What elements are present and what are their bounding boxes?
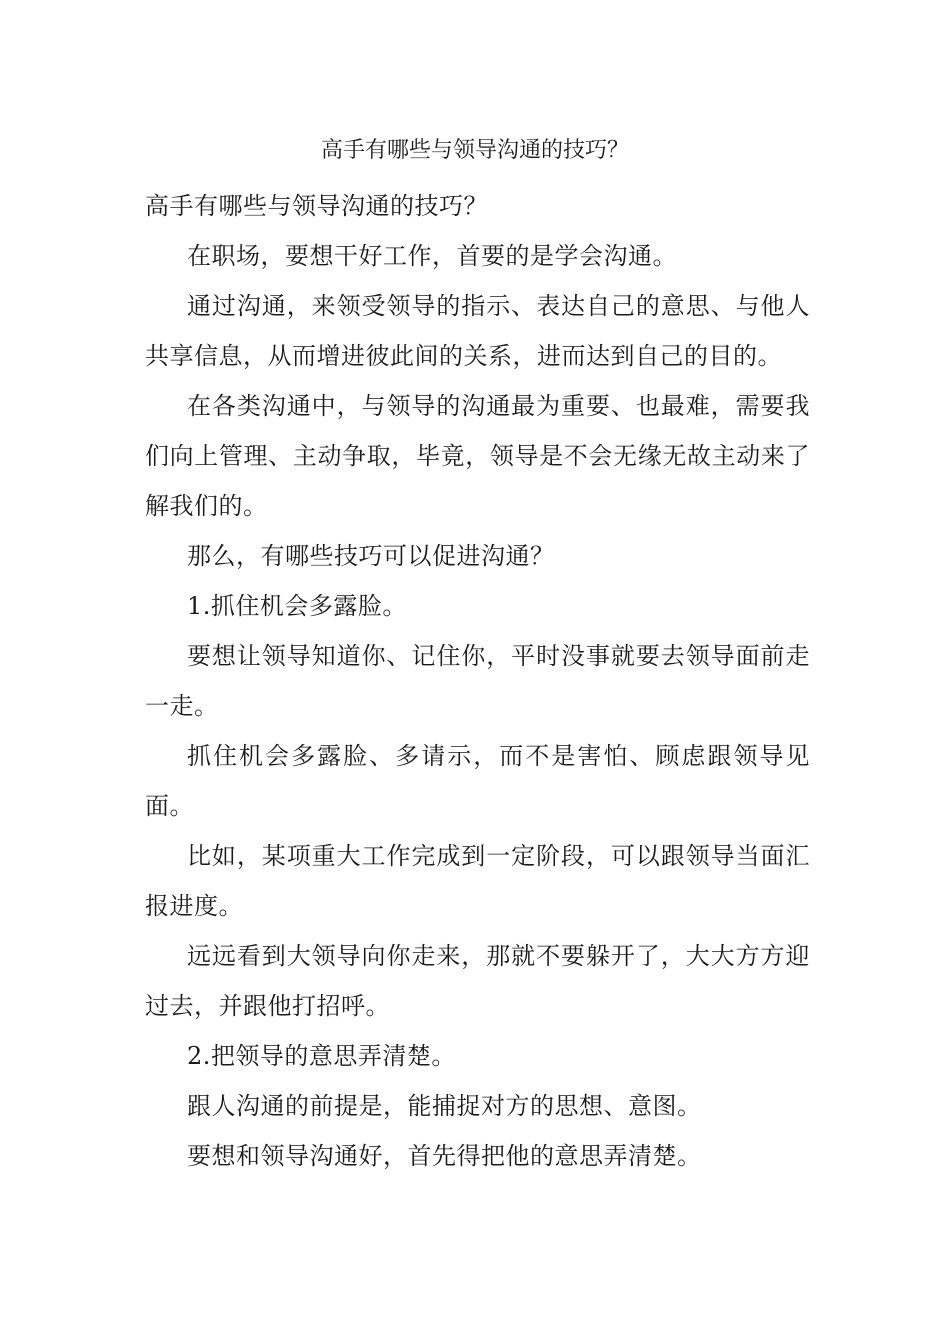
- paragraph: 那么，有哪些技巧可以促进沟通？: [187, 542, 555, 570]
- paragraph: 在各类沟通中，与领导的沟通最为重要、也最难，需要我们向上管理、主动争取，毕竟，领导是不会无缘无故主动来了解我们的。: [145, 392, 810, 520]
- section-heading: 1.抓住机会多露脸。: [187, 592, 407, 620]
- section-heading: 2.把领导的意思弄清楚。: [187, 1042, 456, 1070]
- document-body: [145, 181, 810, 1181]
- paragraph: 通过沟通，来领受领导的指示、表达自己的意思、与他人共享信息，从而增进彼此间的关系，进而达到自己的目的。: [145, 292, 810, 370]
- document-title: 高手有哪些与领导沟通的技巧？: [320, 138, 629, 163]
- paragraph: 要想和领导沟通好，首先得把他的意思弄清楚。: [187, 1142, 702, 1170]
- paragraph: 要想让领导知道你、记住你，平时没事就要去领导面前走一走。: [145, 642, 810, 720]
- paragraph: 抓住机会多露脸、多请示，而不是害怕、顾虑跟领导见面。: [145, 742, 810, 820]
- paragraph: 比如，某项重大工作完成到一定阶段，可以跟领导当面汇报进度。: [145, 842, 810, 920]
- paragraph: 在职场，要想干好工作，首要的是学会沟通。: [187, 242, 677, 270]
- paragraph: 远远看到大领导向你走来，那就不要躲开了，大大方方迎过去，并跟他打招呼。: [145, 942, 810, 1020]
- paragraph: 跟人沟通的前提是，能捕捉对方的思想、意图。: [187, 1092, 702, 1120]
- paragraph: 高手有哪些与领导沟通的技巧？: [145, 192, 488, 220]
